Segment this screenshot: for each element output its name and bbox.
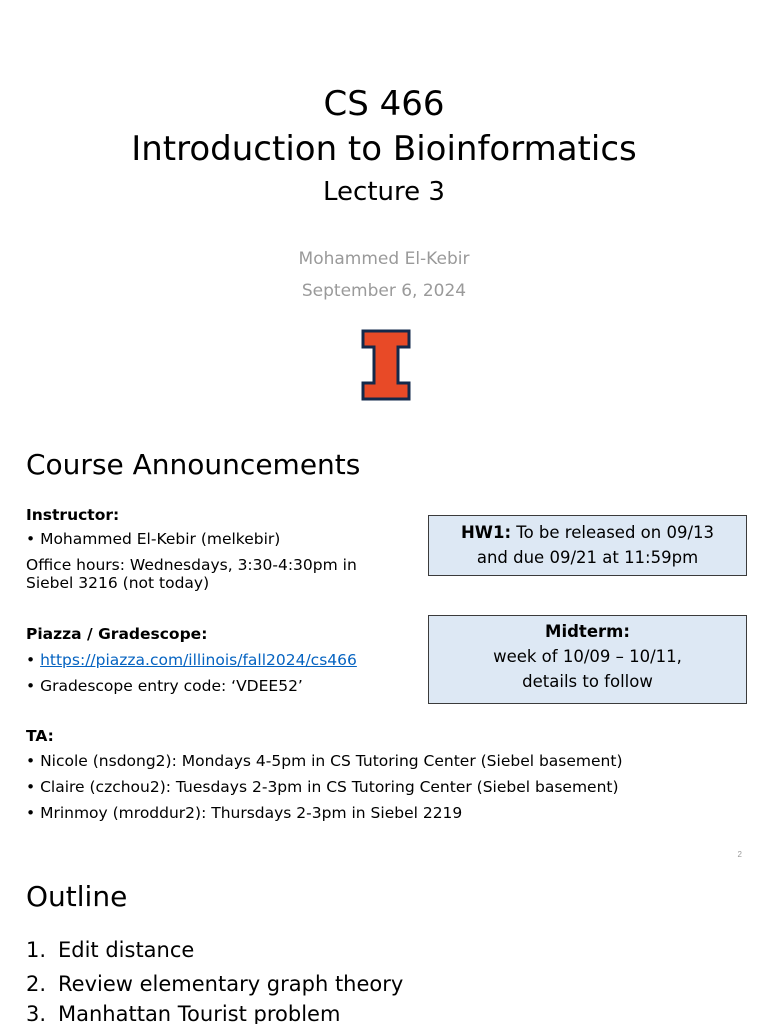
outline-item-text: Review elementary graph theory [58,972,404,996]
ta-label: TA: [26,727,54,745]
midterm-dates: week of 10/09 – 10/11, [493,647,682,666]
outline-item [26,970,403,998]
midterm-notice-box [428,615,747,704]
lecture-date: September 6, 2024 [301,281,467,301]
announcements-slide [0,432,768,864]
page-number: 2 [737,850,742,859]
ta-item: • Claire (czchou2): Tuesdays 2-3pm in CS Tutoring Center (Siebel basement) [26,777,619,797]
piazza-label: Piazza / Gradescope: [26,625,208,643]
outline-item-number: 1. [26,938,47,962]
piazza-link-item [26,650,357,670]
hw1-due-text: and due 09/21 at 11:59pm [476,548,699,567]
hw1-release-text: To be released on 09/13 [511,523,715,542]
ta-item: • Nicole (nsdong2): Mondays 4-5pm in CS Tutoring Center (Siebel basement) [26,751,623,771]
outline-item-number: 3. [26,1002,47,1024]
slide-heading: Outline [26,880,128,913]
outline-item-number: 2. [26,972,47,996]
outline-item [26,1000,340,1024]
outline-slide [0,864,768,1024]
hw1-line-1 [429,520,746,545]
course-title: Introduction to Bioinformatics [131,129,637,169]
title-slide [0,0,768,432]
ta-item: • Mrinmoy (mroddur2): Thursdays 2-3pm in Siebel 2219 [26,803,462,823]
office-hours-line-2: Siebel 3216 (not today) [26,574,210,592]
hw1-notice-box [428,515,747,576]
illinois-block-i-icon [361,329,411,401]
office-hours-line-1: Office hours: Wednesdays, 3:30-4:30pm in [26,556,357,574]
slide-heading: Course Announcements [26,448,361,481]
outline-item [26,936,194,964]
outline-item-text: Edit distance [58,938,195,962]
instructor-name: • Mohammed El-Kebir (melkebir) [26,529,280,549]
midterm-details: details to follow [522,672,653,691]
hw1-label: HW1: [460,523,512,542]
lecture-number: Lecture 3 [323,177,445,207]
gradescope-code: • Gradescope entry code: ‘VDEE52’ [26,676,303,696]
midterm-label: Midterm: [545,622,630,641]
instructor-label: Instructor: [26,506,120,524]
outline-item-text: Manhattan Tourist problem [58,1002,341,1024]
author-name: Mohammed El-Kebir [298,249,470,269]
course-code: CS 466 [323,84,445,124]
piazza-link[interactable]: https://piazza.com/illinois/fall2024/cs466 [40,651,357,669]
